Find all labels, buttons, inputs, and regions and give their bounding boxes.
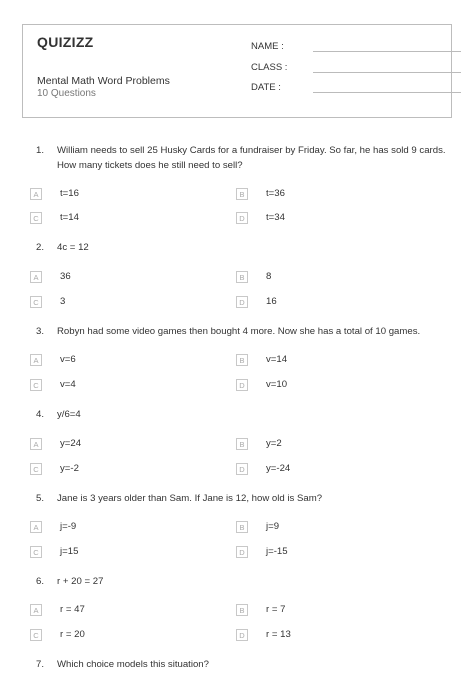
question-text: 4c = 12 [57,242,89,253]
quizizz-logo: QUIZIZZ [37,34,94,50]
question-number: 3. [36,326,45,337]
option-text: j=-9 [60,521,77,532]
class-line [313,72,461,73]
option-letter: C [30,296,42,308]
question-number: 2. [36,242,45,253]
option-text: 8 [266,271,272,282]
option-text: y=2 [266,438,282,449]
option-text: r = 13 [266,629,291,640]
option-text: t=34 [266,212,285,223]
option-letter: B [236,438,248,450]
option-text: r = 20 [60,629,85,640]
option-letter: B [236,188,248,200]
option-text: j=9 [266,521,280,532]
question-number: 7. [36,659,45,670]
option-text: t=16 [60,188,79,199]
option-text: y=-24 [266,463,291,474]
question-text: Which choice models this situation? [57,659,209,670]
option-text: v=6 [60,354,76,365]
option-text: t=14 [60,212,79,223]
date-line [313,92,461,93]
option-letter: B [236,521,248,533]
option-letter: B [236,271,248,283]
worksheet-subtitle: 10 Questions [37,88,96,99]
option-text: r = 7 [266,604,286,615]
option-text: j=15 [60,546,79,557]
option-letter: A [30,271,42,283]
option-letter: C [30,212,42,224]
option-letter: D [236,212,248,224]
question-text: William needs to sell 25 Husky Cards for a fundraiser by Friday. So far, he has sold 9 cards. How many tickets does he still need to sell? [57,145,446,171]
option-text: 16 [266,296,277,307]
option-letter: D [236,463,248,475]
option-text: v=14 [266,354,288,365]
class-label: CLASS : [251,62,288,73]
worksheet-title: Mental Math Word Problems [37,75,170,87]
option-letter: C [30,463,42,475]
option-letter: D [236,296,248,308]
option-letter: C [30,379,42,391]
option-text: j=-15 [266,546,288,557]
option-text: y=24 [60,438,82,449]
option-letter: A [30,521,42,533]
option-text: r = 47 [60,604,85,615]
question-number: 5. [36,493,45,504]
option-letter: A [30,354,42,366]
question-text: Jane is 3 years older than Sam. If Jane is 12, how old is Sam? [57,493,323,504]
option-letter: D [236,629,248,641]
option-letter: C [30,546,42,558]
question-number: 1. [36,145,45,156]
date-label: DATE : [251,82,281,93]
option-text: 36 [60,271,71,282]
class-field[interactable] [251,62,287,73]
date-field[interactable] [251,82,281,93]
name-line [313,51,461,52]
option-text: 3 [60,296,66,307]
option-letter: D [236,379,248,391]
option-text: t=36 [266,188,285,199]
question-text: y/6=4 [57,409,81,420]
option-letter: D [236,546,248,558]
option-letter: A [30,188,42,200]
option-text: v=4 [60,379,76,390]
question-number: 6. [36,576,45,587]
option-letter: B [236,354,248,366]
option-letter: B [236,604,248,616]
question-text: Robyn had some video games then bought 4 more. Now she has a total of 10 games. [57,326,421,337]
name-label: NAME : [251,41,284,52]
question-number: 4. [36,409,45,420]
option-letter: C [30,629,42,641]
option-text: v=10 [266,379,288,390]
worksheet-header [22,24,452,118]
name-field[interactable] [251,41,284,52]
option-text: y=-2 [60,463,79,474]
option-letter: A [30,438,42,450]
option-letter: A [30,604,42,616]
question-text: r + 20 = 27 [57,576,104,587]
